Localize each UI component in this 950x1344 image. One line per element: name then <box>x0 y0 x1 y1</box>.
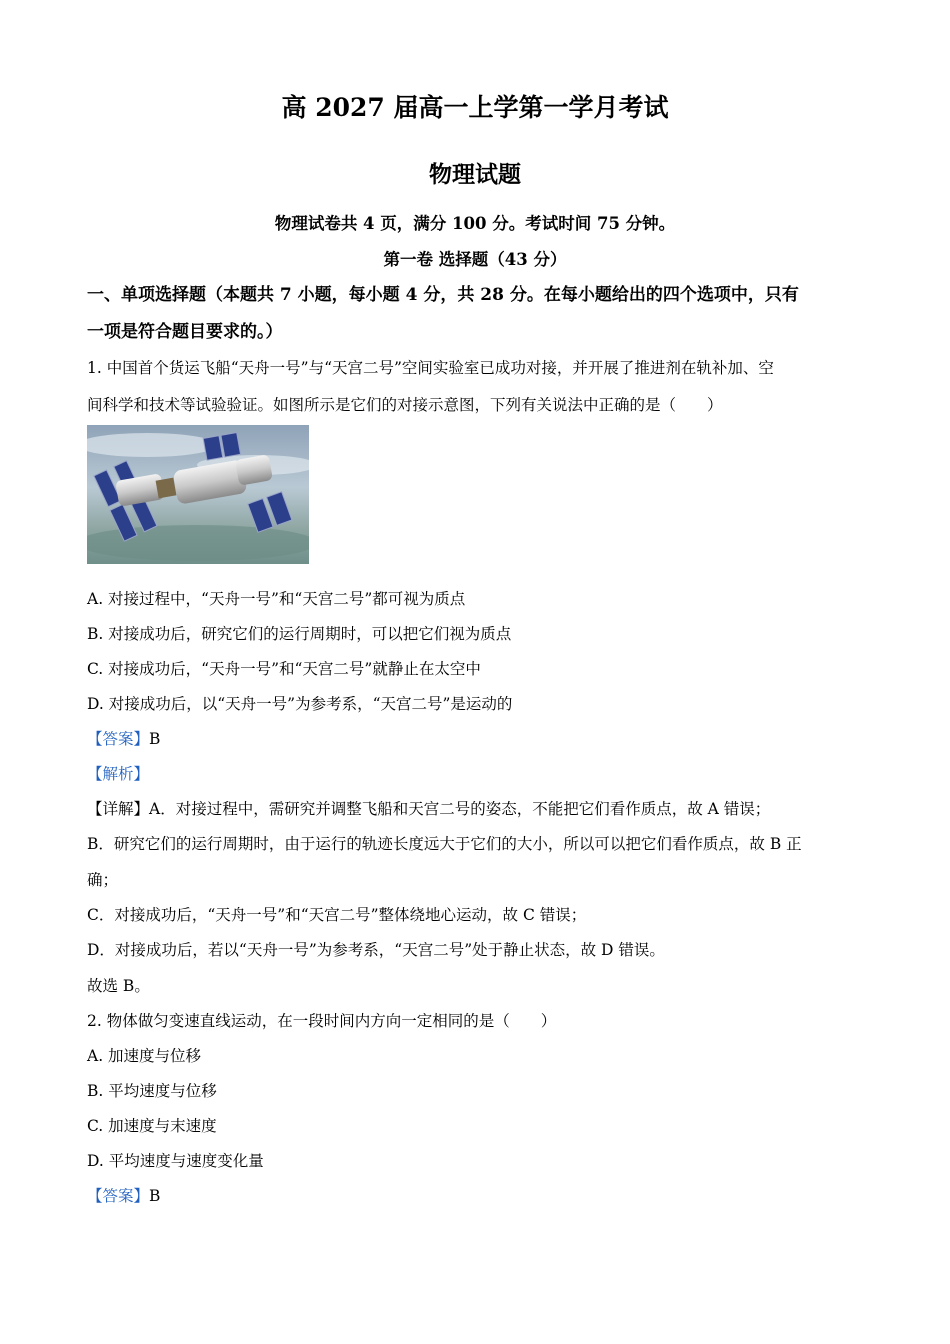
q2-option-b: B. 平均速度与位移 <box>87 1082 217 1100</box>
section-heading-line2: 一项是符合题目要求的。） <box>87 322 283 342</box>
answer-tag: 【答案】 <box>87 730 150 748</box>
analysis-tag: 【解析】 <box>87 765 150 783</box>
q1-option-a: A. 对接过程中，“天舟一号”和“天宫二号”都可视为质点 <box>87 590 466 608</box>
q1-option-c: C. 对接成功后，“天舟一号”和“天宫二号”就静止在太空中 <box>87 660 481 678</box>
q1-detail-line2: B．研究它们的运行周期时，由于运行的轨迹长度远大于它们的大小，所以可以把它们看作质点，故 B 正 <box>87 835 802 853</box>
answer-value: B <box>149 1187 161 1205</box>
q1-detail-line3: 确； <box>87 871 119 889</box>
q2-answer <box>87 1185 867 1207</box>
q2-option-d: D. 平均速度与速度变化量 <box>87 1152 264 1170</box>
document-title: 高 2027 届高一上学第一学月考试 <box>281 93 669 122</box>
answer-value: B <box>149 730 161 748</box>
q1-detail-line5: D．对接成功后，若以“天舟一号”为参考系，“天宫二号”处于静止状态，故 D 错误。 <box>87 941 665 959</box>
part-title: 第一卷 选择题（43 分） <box>383 250 567 269</box>
section-heading-line1: 一、单项选择题（本题共 7 小题，每小题 4 分，共 28 分。在每小题给出的四个选项中，只有 <box>87 285 799 305</box>
q2-stem: 2. 物体做匀变速直线运动，在一段时间内方向一定相同的是（ ） <box>87 1012 557 1030</box>
spacecraft-docking-image <box>87 425 309 564</box>
detail-tag: 【详解】 <box>87 800 150 818</box>
q1-option-b: B. 对接成功后，研究它们的运行周期时，可以把它们视为质点 <box>87 625 512 643</box>
q1-detail-line1 <box>87 798 867 820</box>
q1-stem-line2: 间科学和技术等试验验证。如图所示是它们的对接示意图，下列有关说法中正确的是（ ） <box>87 396 723 414</box>
document-subtitle: 物理试题 <box>429 161 521 188</box>
exam-info: 物理试卷共 4 页，满分 100 分。考试时间 75 分钟。 <box>274 214 676 233</box>
answer-tag: 【答案】 <box>87 1187 150 1205</box>
q1-option-d: D. 对接成功后，以“天舟一号”为参考系，“天宫二号”是运动的 <box>87 695 513 713</box>
q1-detail-line4: C．对接成功后，“天舟一号”和“天宫二号”整体绕地心运动，故 C 错误； <box>87 906 587 924</box>
q1-stem-line1: 1. 中国首个货运飞船“天舟一号”与“天宫二号”空间实验室已成功对接，并开展了推进剂在轨补加、空 <box>87 359 774 377</box>
detail-text: A．对接过程中，需研究并调整飞船和天宫二号的姿态，不能把它们看作质点，故 A 错误； <box>149 800 771 818</box>
q1-answer <box>87 728 867 750</box>
q1-analysis <box>87 763 867 785</box>
q2-option-c: C. 加速度与末速度 <box>87 1117 217 1135</box>
q2-option-a: A. 加速度与位移 <box>87 1047 202 1065</box>
q1-conclusion: 故选 B。 <box>87 977 150 995</box>
